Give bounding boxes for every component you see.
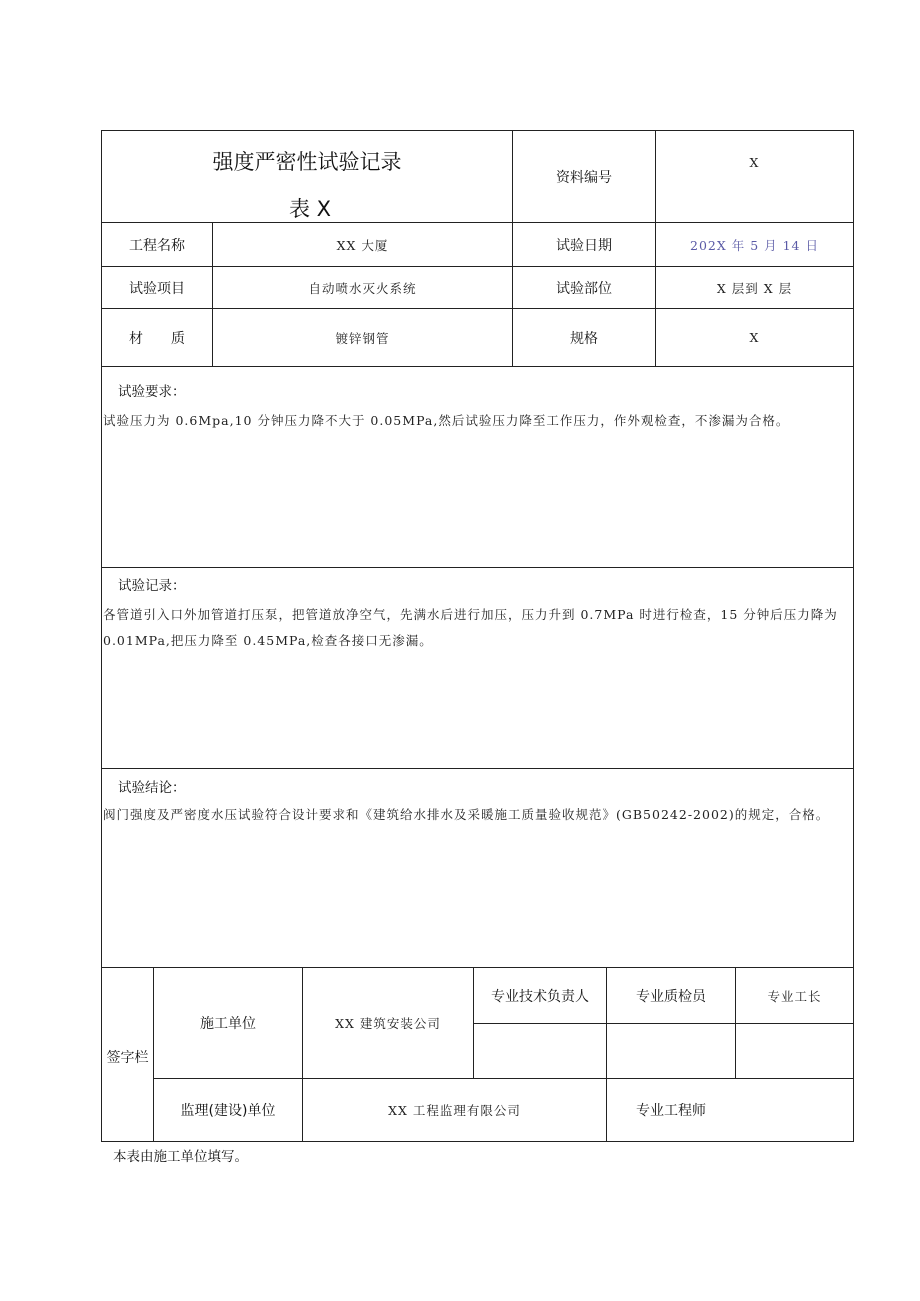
- test-item-value: 自动喷水灭火系统: [308, 280, 417, 296]
- material-label: 材 质: [129, 330, 185, 347]
- doc-no-label: 资料编号: [556, 169, 612, 186]
- rule: [853, 130, 854, 1142]
- spec-value: X: [749, 330, 760, 345]
- record-text: 各管道引入口外加管道打压泵，把管道放净空气，先满水后进行加压，压力升到 0.7MPa 时进行检查，15 分钟后压力降为 0.01MPa,把压力降至 0.45MPa,检查各接口无渗漏。: [103, 607, 838, 648]
- test-item-label: 试验项目: [129, 280, 185, 297]
- requirement-text: 试验压力为 0.6Mpa,10 分钟压力降不大于 0.05MPa,然后试验压力降至工作压力，作外观检查，不渗漏为合格。: [103, 413, 790, 428]
- spec-label: 规格: [570, 330, 598, 347]
- rule: [101, 130, 854, 131]
- conclusion-text: 阀门强度及严密度水压试验符合设计要求和《建筑给水排水及采暖施工质量验收规范》(GB50242-2002)的规定，合格。: [103, 807, 830, 822]
- project-name-value: XX 大厦: [336, 237, 389, 253]
- supervision-unit-value: XX 工程监理有限公司: [388, 1103, 521, 1118]
- foreman-label: 专业工长: [767, 988, 822, 1004]
- qc-inspector-signature-field[interactable]: [607, 1024, 735, 1078]
- doc-no-value: X: [749, 154, 760, 170]
- conclusion-label: 试验结论：: [118, 780, 186, 796]
- test-location-value: X 层到 X 层: [716, 280, 793, 296]
- rule: [101, 768, 854, 769]
- footer-note: 本表由施工单位填写。: [113, 1149, 248, 1165]
- rule: [101, 366, 854, 367]
- test-location-label: 试验部位: [556, 280, 612, 297]
- engineer-signature-field[interactable]: [736, 1079, 853, 1141]
- foreman-signature-field[interactable]: [736, 1024, 853, 1078]
- test-date-value: 202X 年 5 月 14 日: [690, 237, 819, 253]
- form-title: 强度严密性试验记录: [212, 150, 402, 174]
- construction-unit-label: 施工单位: [200, 1016, 256, 1032]
- requirement-label: 试验要求：: [118, 384, 186, 400]
- record-label: 试验记录：: [118, 578, 186, 594]
- project-name-label: 工程名称: [129, 237, 185, 254]
- engineer-label: 专业工程师: [636, 1103, 706, 1119]
- rule: [101, 567, 854, 568]
- signature-column-label: 签字栏: [106, 1050, 149, 1066]
- supervision-unit-label: 监理(建设)单位: [180, 1103, 276, 1119]
- material-value: 镀锌钢管: [335, 330, 390, 346]
- qc-inspector-label: 专业质检员: [636, 988, 706, 1005]
- tech-lead-label: 专业技术负责人: [491, 988, 589, 1005]
- tech-lead-signature-field[interactable]: [474, 1024, 606, 1078]
- form-number: 表 X: [288, 197, 332, 221]
- rule: [101, 1141, 854, 1142]
- test-date-label: 试验日期: [556, 237, 612, 254]
- construction-unit-value: XX 建筑安装公司: [335, 1016, 441, 1031]
